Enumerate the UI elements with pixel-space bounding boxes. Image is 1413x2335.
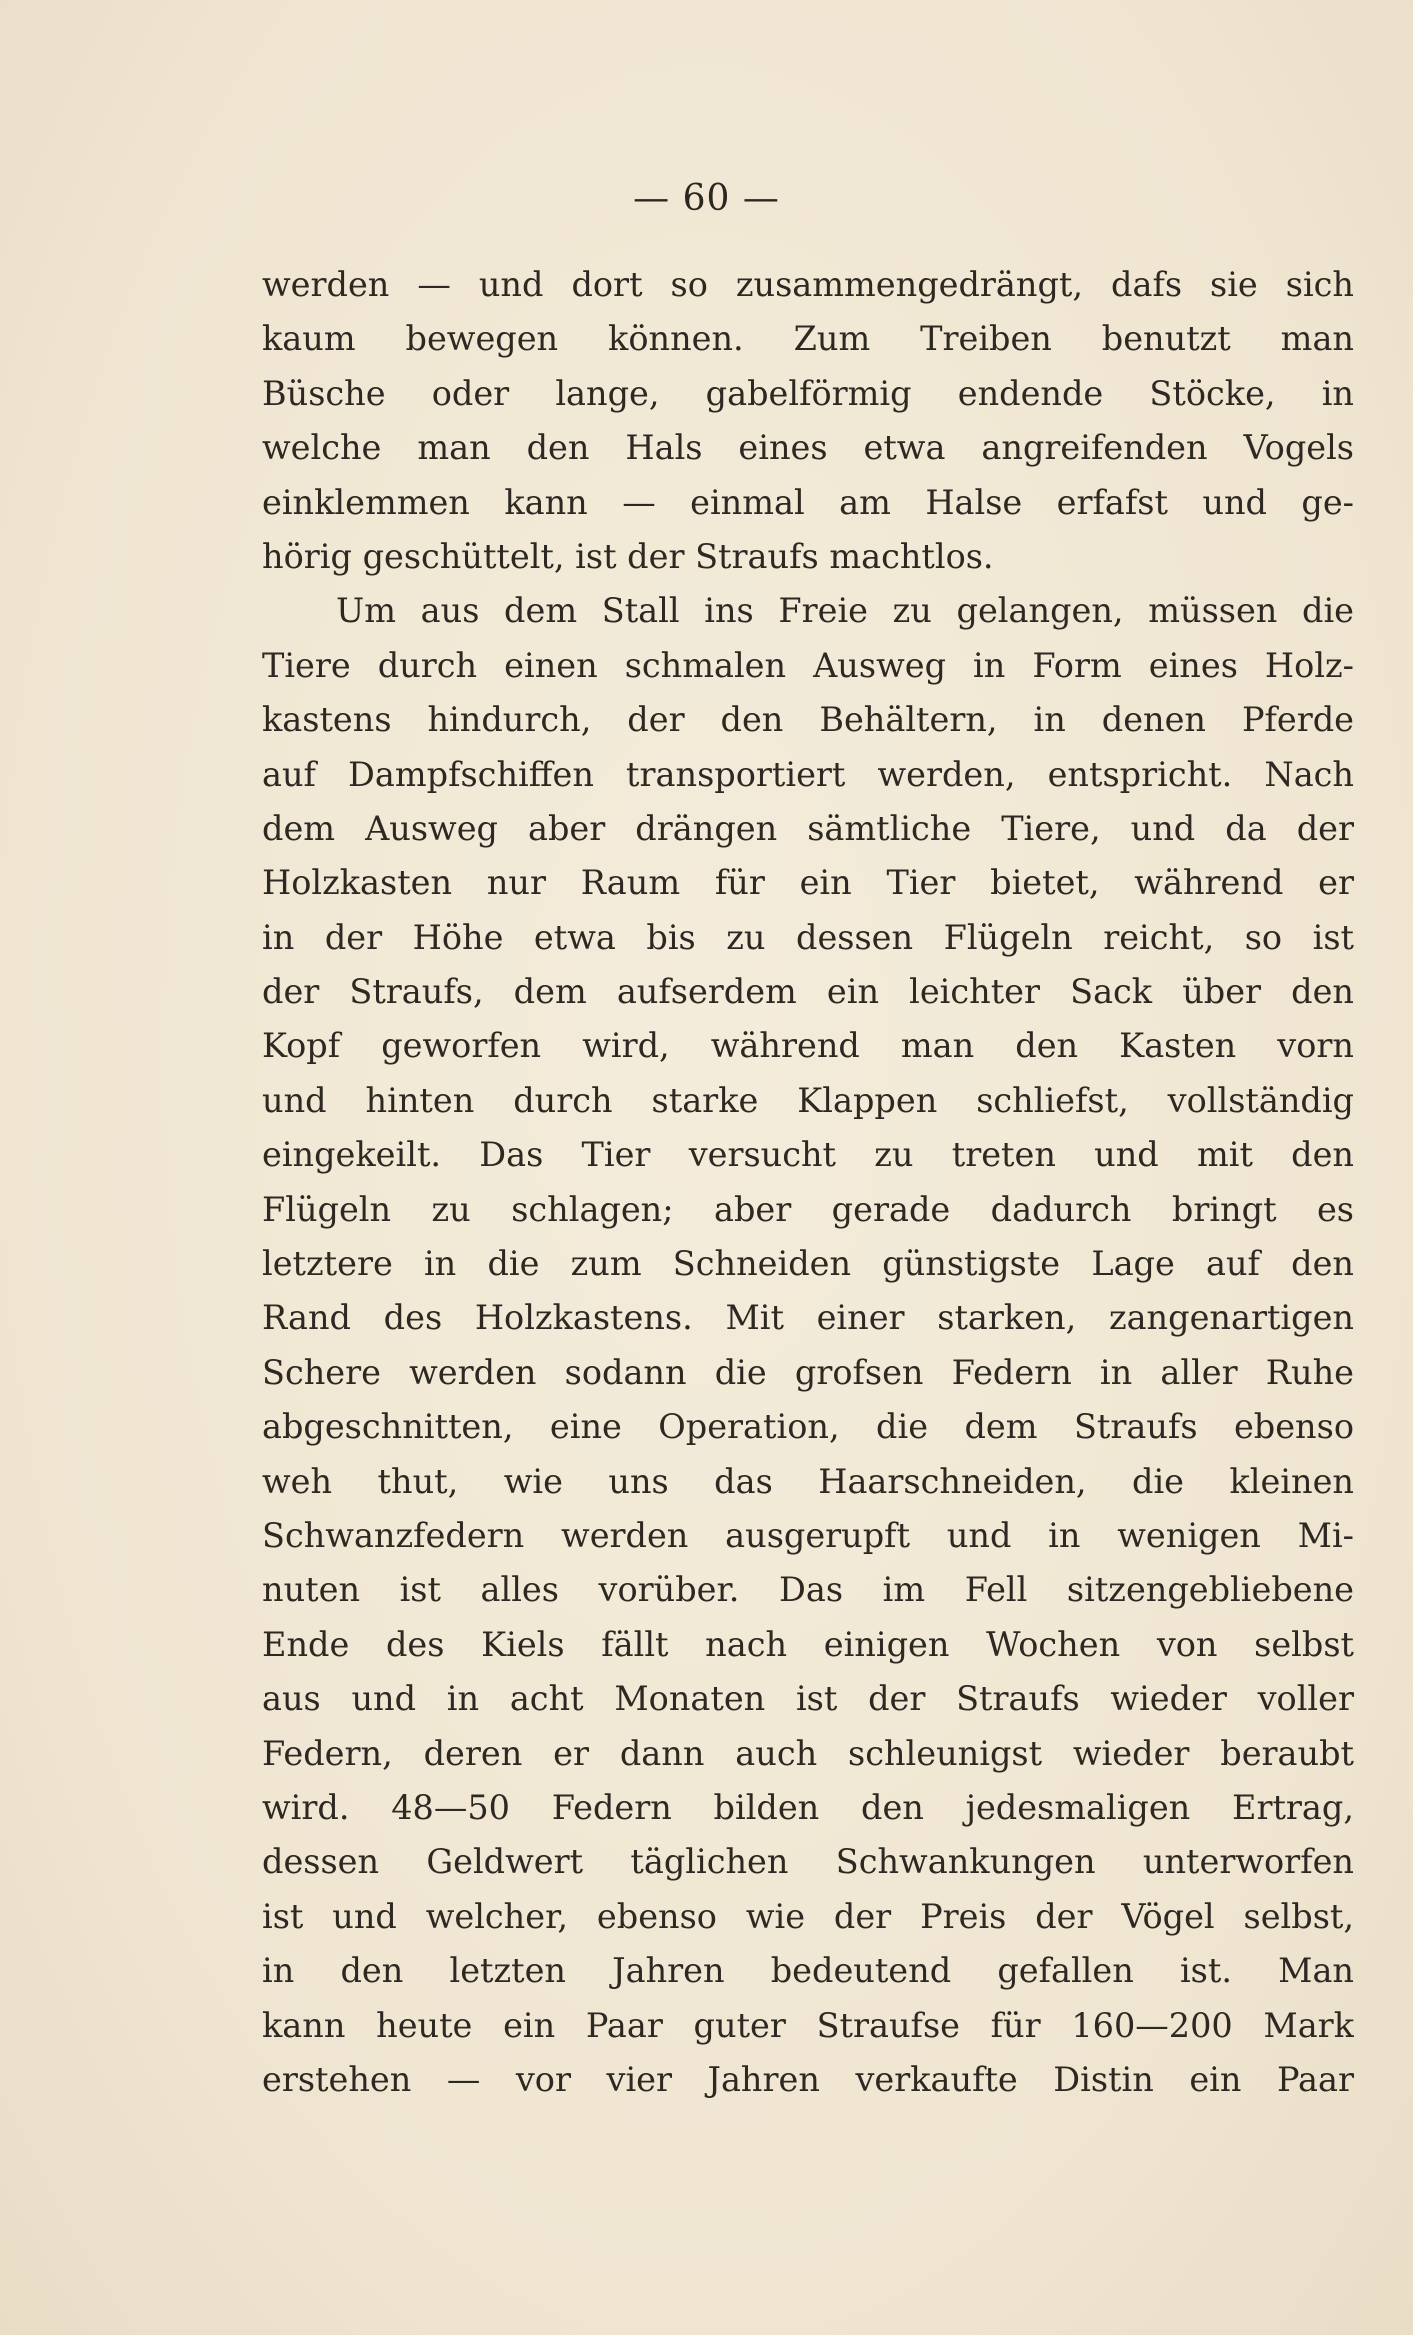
text-line: der Straufs, dem aufserdem ein leichter Sack über den <box>262 972 1354 1012</box>
text-line: Flügeln zu schlagen; aber gerade dadurch bringt es <box>262 1189 1354 1229</box>
text-line: dem Ausweg aber drängen sämtliche Tiere, und da der <box>262 808 1354 848</box>
text-line-paragraph-start: Um aus dem Stall ins Freie zu gelangen, müssen die <box>336 591 1354 631</box>
body-text <box>262 258 1354 2107</box>
text-line: einklemmen kann — einmal am Halse erfafst und ge- <box>262 482 1354 522</box>
text-line: hörig geschüttelt, ist der Straufs machtlos. <box>262 536 994 576</box>
text-line: und hinten durch starke Klappen schliefst, vollständig <box>262 1080 1354 1120</box>
text-line: wird. 48—50 Federn bilden den jedesmaligen Ertrag, <box>262 1787 1354 1827</box>
text-line: weh thut, wie uns das Haarschneiden, die kleinen <box>262 1461 1354 1501</box>
text-line: Büsche oder lange, gabelförmig endende Stöcke, in <box>262 373 1354 413</box>
text-line: Federn, deren er dann auch schleunigst wieder beraubt <box>262 1733 1354 1773</box>
text-line: in den letzten Jahren bedeutend gefallen ist. Man <box>262 1951 1354 1991</box>
text-line: kastens hindurch, der den Behältern, in denen Pferde <box>262 700 1354 740</box>
text-line: nuten ist alles vorüber. Das im Fell sitzengebliebene <box>262 1570 1354 1610</box>
text-line: ist und welcher, ebenso wie der Preis der Vögel selbst, <box>262 1896 1354 1936</box>
text-line: letztere in die zum Schneiden günstigste Lage auf den <box>262 1244 1354 1284</box>
text-line: auf Dampfschiffen transportiert werden, entspricht. Nach <box>262 754 1354 794</box>
text-line: Rand des Holzkastens. Mit einer starken, zangenartigen <box>262 1298 1354 1338</box>
text-line: Holzkasten nur Raum für ein Tier bietet, während er <box>262 863 1354 903</box>
text-line: Schere werden sodann die grofsen Federn in aller Ruhe <box>262 1352 1354 1392</box>
text-line: Tiere durch einen schmalen Ausweg in Form eines Holz- <box>262 645 1354 685</box>
text-line: erstehen — vor vier Jahren verkaufte Distin ein Paar <box>262 2059 1354 2099</box>
text-line: eingekeilt. Das Tier versucht zu treten und mit den <box>262 1135 1354 1175</box>
text-line: abgeschnitten, eine Operation, die dem Straufs ebenso <box>262 1407 1354 1447</box>
text-line: kaum bewegen können. Zum Treiben benutzt man <box>262 319 1354 359</box>
text-line: Schwanzfedern werden ausgerupft und in wenigen Mi- <box>262 1515 1354 1555</box>
page-number: — 60 — <box>633 178 780 219</box>
text-line: Kopf geworfen wird, während man den Kasten vorn <box>262 1026 1354 1066</box>
text-line: dessen Geldwert täglichen Schwankungen unterworfen <box>262 1842 1354 1882</box>
text-line: aus und in acht Monaten ist der Straufs wieder voller <box>262 1679 1354 1719</box>
text-line: in der Höhe etwa bis zu dessen Flügeln reicht, so ist <box>262 917 1354 957</box>
text-line: welche man den Hals eines etwa angreifenden Vogels <box>262 428 1354 468</box>
text-line: kann heute ein Paar guter Straufse für 160—200 Mark <box>262 2005 1354 2045</box>
text-line: Ende des Kiels fällt nach einigen Wochen von selbst <box>262 1624 1354 1664</box>
text-line: werden — und dort so zusammengedrängt, dafs sie sich <box>262 265 1354 304</box>
